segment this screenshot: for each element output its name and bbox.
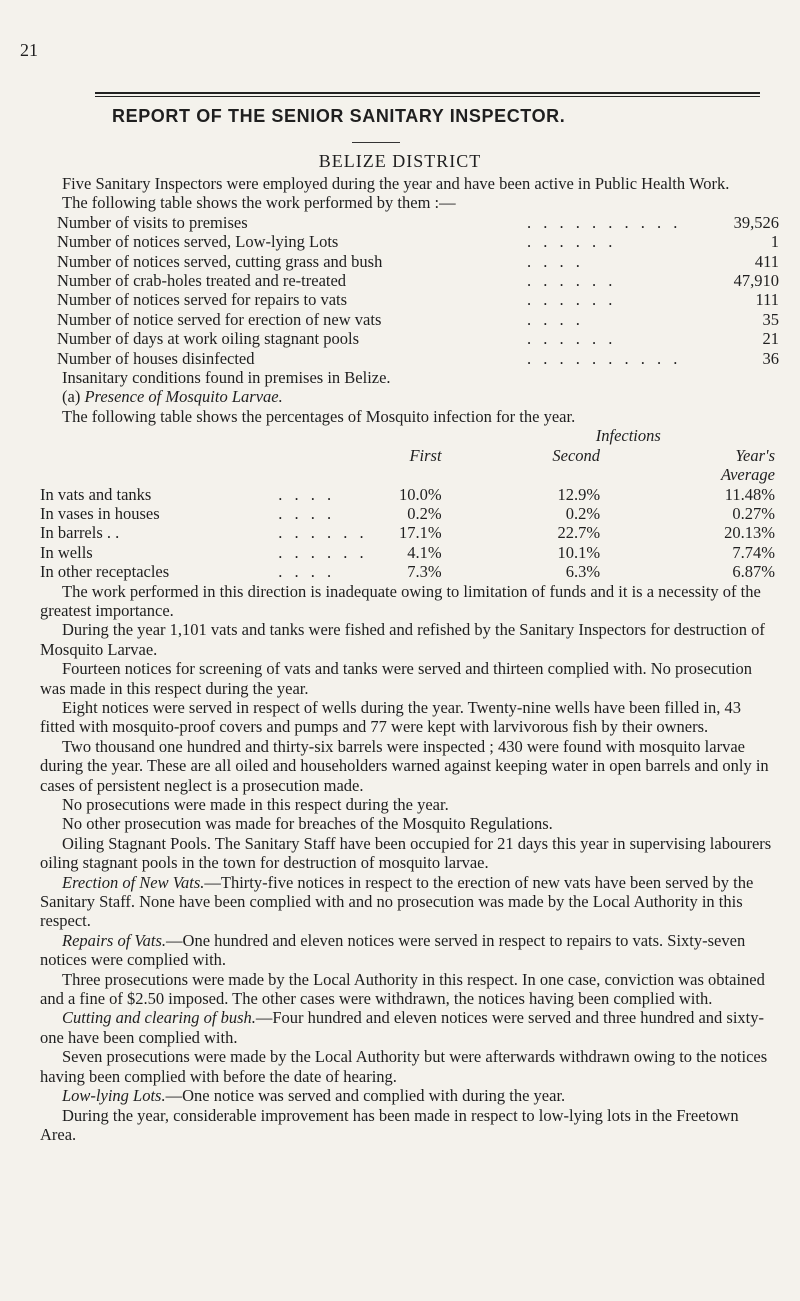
table-row: Number of days at work oiling stagnant pools . . . . . . 21 bbox=[57, 329, 779, 349]
header-rule bbox=[95, 92, 760, 97]
paragraph: Repairs of Vats.—One hundred and eleven notices were served in respect to repairs to vats. Sixty-seven notices were complied with. bbox=[40, 930, 746, 970]
average-header: Average bbox=[720, 465, 775, 485]
table-row: In other receptacles . . . . 7.3% 6.3% 6.87% bbox=[40, 562, 775, 582]
year-header: Year's bbox=[735, 445, 775, 465]
paragraph-heading: Cutting and clearing of bush. bbox=[62, 1008, 256, 1028]
table-header-row bbox=[40, 426, 775, 445]
paragraph: Erection of New Vats.—Thirty-five notices in respect to the erection of new vats have been served by the Sanitary Staff. None have been complied with and no prosecution was made by the Local Authority in this respect. bbox=[40, 872, 754, 931]
table-row: In barrels . . . . . . . . 17.1% 22.7% 20.13% bbox=[40, 523, 775, 543]
table-row: Number of notices served, cutting grass and bush . . . . 411 bbox=[57, 251, 779, 271]
paragraph: Low-lying Lots.—One notice was served and complied with during the year. bbox=[62, 1086, 566, 1106]
table-row: In wells . . . . . . 4.1% 10.1% 7.74% bbox=[40, 542, 775, 562]
table-row: Number of notices served, Low-lying Lots . . . . . . 1 bbox=[57, 232, 779, 252]
table-row: Number of visits to premises . . . . . . . . . . 39,526 bbox=[57, 212, 779, 232]
section-heading: BELIZE DISTRICT bbox=[318, 151, 482, 171]
paragraph: No prosecutions were made in this respect during the year. bbox=[62, 795, 449, 814]
paragraph: Oiling Stagnant Pools. The Sanitary Staff have been occupied for 21 days this year in supervising labourers oiling stagnant pools in the town for destruction of mosquito larvae. bbox=[40, 833, 772, 873]
report-body bbox=[40, 174, 779, 1144]
table-row: Number of notice served for erection of new vats . . . . 35 bbox=[57, 309, 779, 329]
paragraph: Eight notices were served in respect of wells during the year. Twenty-nine wells have been filled in, 43 fitted with mosquito-proof covers and pumps and 77 were kept with larvivorous fish by their owners. bbox=[40, 697, 741, 737]
paragraph: No other prosecution was made for breaches of the Mosquito Regulations. bbox=[62, 814, 553, 834]
intro-paragraph: Five Sanitary Inspectors were employed during the year and have been active in Public Health Work. bbox=[62, 174, 730, 193]
paragraph-heading: Repairs of Vats. bbox=[62, 930, 167, 950]
table-row: Number of houses disinfected . . . . . . . . . . 36 bbox=[57, 348, 779, 368]
mosquito-table-intro: The following table shows the percentages of Mosquito infection for the year. bbox=[62, 406, 576, 426]
infection-table bbox=[40, 426, 775, 581]
table-header-row bbox=[40, 465, 775, 484]
infections-group-header: Infections bbox=[595, 426, 661, 446]
table-row: In vats and tanks . . . . 10.0% 12.9% 11.48% bbox=[40, 484, 775, 504]
paragraph: Fourteen notices for screening of vats and tanks were served and thirteen complied with. No prosecution was made in this respect during the year. bbox=[40, 659, 753, 698]
paragraph: The work performed in this direction is inadequate owing to limitation of funds and it is a necessity of the greatest importance. bbox=[40, 581, 761, 620]
table-row: Number of notices served for repairs to vats . . . . . . 111 bbox=[57, 290, 779, 310]
table-row: In vases in houses . . . . 0.2% 0.2% 0.27% bbox=[40, 503, 775, 523]
page-number: 21 bbox=[20, 40, 38, 60]
paragraph: Seven prosecutions were made by the Local Authority but were afterwards withdrawn owing to the notices having been complied with before the date of hearing. bbox=[40, 1047, 768, 1086]
insanitary-heading: Insanitary conditions found in premises in Belize. bbox=[62, 368, 391, 388]
report-title: REPORT OF THE SENIOR SANITARY INSPECTOR. bbox=[112, 106, 566, 126]
paragraph: Cutting and clearing of bush.—Four hundred and eleven notices were served and three hundred and sixty-one have been complied with. bbox=[40, 1008, 764, 1047]
title-divider bbox=[352, 142, 400, 143]
paragraph: Two thousand one hundred and thirty-six barrels were inspected ; 430 were found with mosquito larvae during the year. These are all oiled and householders warned against keeping water in open barrels and only in cases of persistent neglect is a prosecution made. bbox=[40, 736, 769, 795]
paragraph: During the year, considerable improvement has been made in respect to low-lying lots in the Freetown Area. bbox=[40, 1105, 739, 1144]
table-intro: The following table shows the work performed by them :— bbox=[62, 193, 456, 213]
subsection-a-heading: (a) Presence of Mosquito Larvae. bbox=[62, 387, 283, 407]
paragraph: Three prosecutions were made by the Local Authority in this respect. In one case, conviction was obtained and a fine of $2.50 imposed. The other cases were withdrawn, the notices having been complied with. bbox=[40, 969, 765, 1009]
table-row: Number of crab-holes treated and re-treated . . . . . . 47,910 bbox=[57, 271, 779, 291]
table-header-row bbox=[40, 446, 775, 465]
first-header: First bbox=[409, 445, 442, 465]
paragraph-heading: Erection of New Vats. bbox=[62, 872, 205, 892]
second-header: Second bbox=[552, 445, 601, 465]
work-performed-table bbox=[57, 213, 779, 368]
paragraph-heading: Low-lying Lots. bbox=[62, 1086, 166, 1106]
paragraph: During the year 1,101 vats and tanks were fished and refished by the Sanitary Inspectors for destruction of Mosquito Larvae. bbox=[40, 620, 765, 659]
